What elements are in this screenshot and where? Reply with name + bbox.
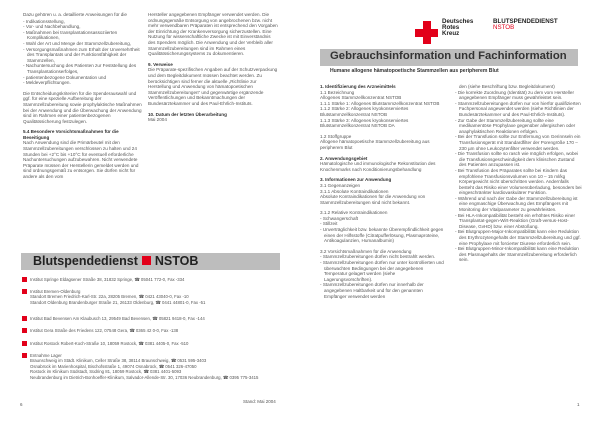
red-cross-icon — [415, 21, 438, 44]
list-item: - Bei der Transfusion sollte zur Entfernung von Gerinnseln ein Transfusionsgerät mit Standardfilter der Porengröße 170 – 230 µm ohne Leukozytenfilter verwendet werden. — [455, 134, 583, 151]
instruction-list — [23, 19, 143, 86]
footer-date: Stand: Mai 2004 — [243, 399, 276, 404]
list-item: - Unverträglichkeit bzw. bekannte Überempfindlichkeit gegen einen der Hilfsstoffe (Citratpufferlösung, Plasmaproteine, Antikoagulanzien, Humanalbumin) — [320, 227, 444, 244]
list-item: - Stammzellzubereitungen dürfen nur innerhalb der angegebenen Haltbarkeit und für den genannten Empfänger verwendet werden — [320, 282, 444, 299]
list-item: - Zur Gabe der Stammzellzubereitung sollte eine medikamentöse Prophylaxe gegenüber allergischen oder anaphylaktischen Reaktionen erfolgen. — [455, 118, 583, 135]
list-item: - Indikationsstellung, — [23, 19, 143, 25]
institute-address: Institut Gera Straße des Friedens 122, 07548 Gera, ☎ 0365 42 0-0, Fax -138 — [22, 328, 282, 333]
right-column-1: 1. Identifizierung des Arzneimittels 1.1 Bezeichnung Allogenes Stammzellkonzentrat NSTOB 1.1.1 Stärke 1: Allogenes Blutstammzellkonzentrat NSTOB 1.1.2 Stärke 2: Allogenes kryokonserviertes Blutstammzellkonzentrat NSTOB 1.1.3 Stärke 3: Allogenes kryokonserviertes Blutstammzellkonzentrat NSTOB DA 1.2 Stoffgruppe Allogene hämatopoetische Stammzellzubereitung aus peripherem Blut 2. Anwendungsgebiet Hämatologische und immunologische Rekonstitution des Knochenmarks nach Konditionierungsbehandlung 3. Informationen zur Anwendung 3.1 Gegenanzeigen 3.1.1 Absolute Kontraindikationen Absolute Kontraindikationen für die Anwendung von Stammzellzubereitungen sind nicht bekannt. 3.1.2 Relative Kontraindikationen - Schwangerschaft - Stillzeit - Unverträglichkeit bzw. bekannte Überempfindlichkeit gegen einen der Hilfsstoffe (Citratpufferlösung, Plasmaproteine, Antikoagulanzien, Humanalbumin) 3.2 Vorsichtsmaßnahmen für die Anwendung - Stammzellzubereitungen dürfen nicht bestrahlt werden. - Stammzellzubereitungen dürfen nur unter kontrollierten und überwachten Bedingungen bei der angegebenen Temperatur gelagert werden (siehe Lagerungsvorschriften). - Stammzellzubereitungen dürfen nur innerhalb der angegebenen Haltbarkeit und für den genannten Empfänger verwendet werden — [320, 84, 444, 299]
right-column-2: den (siehe Beschriftung bzw. Begleitdokument) - Die korrekte Zuordnung (Identität) zu dem vom Hersteller angegebenen Empfänger muss gewährleistet sein. - Stammzellzubereitungen dürfen nur von hierfür qualifizierten Fachpersonal angewendet werden (siehe Richtlinien der Bundesärztekammer und des Paul-Ehrlich-Instituts). - Zur Gabe der Stammzellzubereitung sollte eine medikamentöse Prophylaxe gegenüber allergischen oder anaphylaktischen Reaktionen erfolgen. - Bei der Transfusion sollte zur Entfernung von Gerinnseln ein Transfusionsgerät mit Standardfilter der Porengröße 170 – 230 µm ohne Leukozytenfilter verwendet werden. - Die Transfusion sollte so rasch wie möglich erfolgen, wobei die Transfusionsgeschwindigkeit dem klinischen Zustand des Patienten anzupassen ist. - Bei Transfusion des Präparates sollte bei Kindern das empfohlene Transfusionsvolumen von 10 – 15 ml/kg Körpergewicht nicht überschritten werden. Andernfalls besteht das Risiko einer Volumenüberladung, besonders bei eingeschränkter kardiovaskulärer Funktion. - Während und nach der Gabe der Stammzellzubereitung ist eine engmaschige Überwachung des Empfängers mit Monitoring der Vitalparameter zu gewährleisten. - Bei HLA-Inkompatibilität besteht ein erhöhtes Risiko einer Transplantat-gegen-Wirt-Reaktion (Graft-versus-Host-Disease, GvHD) bzw. einer Abstoßung. - Bei Blutgruppen-Major-Inkompatibilität kann eine Reduktion des Erythrozytengehalts der Stammzellzubereitung und ggf. eine Prophylaxe mit forcierter Diurese erforderlich sein. - Bei Blutgruppen-Minor-Inkompatibilität kann eine Reduktion des Plasmagehalts der Stammzellzubereitung erforderlich sein. — [455, 84, 583, 263]
page-number-left: 6 — [20, 402, 23, 407]
list-item: - Die korrekte Zuordnung (Identität) zu dem vom Hersteller angegebenen Empfänger muss gewährleistet sein. — [455, 90, 583, 101]
list-item: - Meldeverpflichtungen. — [23, 80, 143, 86]
paragraph: Die Entscheidungskriterien für die Spenderauswahl und ggf. für eine spezielle Aufbereitung der Stammzellzubereitung sowie prophylaktische Maßnahmen bei der Anwendung und die Überwachung der Anwendung sind im Rahmen einer patientenbezogenen Qualitätssicherung festzulegen. — [23, 90, 142, 124]
list-item: - Bei Blutgruppen-Major-Inkompatibilität kann eine Reduktion des Erythrozytengehalts der Stammzellzubereitung und ggf. eine Prophylaxe mit forcierter Diurese erforderlich sein. — [455, 229, 583, 246]
institute-address: Institut Rostock Robert-Koch-Straße 10, 18059 Rostock, ☎ 0381 4405-0, Fax -510 — [22, 341, 282, 346]
address-header-title: Blutspendedienst NSTOB — [33, 254, 199, 268]
red-bullet-icon — [22, 289, 27, 294]
list-item: - Die Transfusion sollte so rasch wie möglich erfolgen, wobei die Transfusionsgeschwindigkeit dem klinischen Zustand des Patienten anzupassen ist. — [455, 151, 583, 168]
left-column-1 — [23, 12, 143, 185]
section-heading: 5.4 Besondere Vorsichtsmaßnahmen für die Beseitigung — [23, 129, 119, 140]
revision-date: Mai 2004 — [148, 117, 167, 123]
list-item: - patientenbezogene Dokumentation und — [23, 75, 143, 81]
list-item: - Maßnahmen bei transplantationsassoziierten Komplikationen, — [23, 30, 143, 41]
list-item: - Während und nach der Gabe der Stammzellzubereitung ist eine engmaschige Überwachung des Empfängers mit Monitoring der Vitalparameter zu gewährleisten. — [455, 196, 583, 213]
paragraph: Die Präparate-spezifischen Angaben auf der Schutzverpackung und dem Begleitdokument müssen beachtet werden. Zu berücksichtigen sind ferner die aktuelle „Richtlinie zur Herstellung und Anwendung von hämatopoetischen Stammzellzubereitungen“ und gegenwärtige ergänzende Veröffentlichungen und Bekanntmachungen der Bundesärztekammer und des Paul-Ehrlich-Instituts. — [148, 67, 278, 106]
section-heading: 10. Datum der letzten Überarbeitung — [148, 111, 227, 117]
institute-address: Institut Springe Eldagsener Straße 38, 31832 Springe, ☎ 05041 772-0, Fax -334 — [22, 277, 282, 282]
address-header-band — [21, 253, 280, 270]
page-number-right: 1 — [577, 402, 580, 407]
institute-address: Institut Bremen-Oldenburg Standort Bremen Friedrich-Karl-Str. 22a, 28205 Bremen, ☎ 0421 43040-0, Fax -10 Standort Oldenburg Brandenburger Straße 21, 26133 Oldenburg, ☎ 0441 44801-0, Fax -51 — [22, 289, 282, 305]
title-band — [320, 49, 578, 66]
list-item: - Vor- und Nachbehandlung, — [23, 24, 143, 30]
precaution-list — [320, 254, 444, 299]
section-heading: 2. Anwendungsgebiet — [320, 155, 368, 161]
paragraph: Nach Anwendung sind die Primärbeutel mit den Stammzellzubereitungen verschlossen zu halten und 24 Stunden bei +2°C bis +10°C für eventuell erforderliche Nachuntersuchungen aufzubewahren. Nicht verwendete Präparate müssen der Herstellerin gemeldet werden und sind ordnungsgemäß zu entsorgen. Sie dürfen nicht für andere als den vom — [23, 140, 139, 180]
section-heading: 9. Verweise — [148, 61, 173, 67]
blood-service-wordmark: BLUTSPENDEDIENST NSTOB — [493, 18, 558, 31]
red-bullet-icon — [22, 341, 27, 346]
list-item: - Bei Blutgruppen-Minor-Inkompatibilität kann eine Reduktion des Plasmagehalts der Stammzellzubereitung erforderlich sein. — [455, 246, 583, 263]
list-item: - Stammzellzubereitungen dürfen nur von hierfür qualifizierten Fachpersonal angewendet werden (siehe Richtlinien der Bundesärztekammer und des Paul-Ehrlich-Instituts). — [455, 101, 583, 118]
right-page — [300, 0, 600, 424]
list-item: - Bei Transfusion des Präparates sollte bei Kindern das empfohlene Transfusionsvolumen von 10 – 15 ml/kg Körpergewicht nicht überschritten werden. Andernfalls besteht das Risiko einer Volumenüberladung, besonders bei eingeschränkter kardiovaskulärer Funktion. — [455, 168, 583, 196]
list-item: - Wahl der Art und Menge der Stammzellzubereitung, — [23, 41, 143, 47]
left-column-2 — [148, 12, 278, 128]
red-square-icon — [142, 256, 151, 265]
institute-address: Institut Bad Bevensen Am Klaubusch 13, 29549 Bad Bevensen, ☎ 05821 9418-0, Fax -144 — [22, 316, 282, 321]
drk-wordmark: Deutsches Rotes Kreuz — [442, 18, 474, 37]
list-item: - Stammzellzubereitungen dürfen nicht bestrahlt werden. — [320, 254, 444, 260]
list-item: - Versorgungsmaßnahmen zum Erhalt der Unversehrtheit des Transplantats und der Funktionsfähigkeit der Stammzellen, — [23, 47, 143, 64]
list-item: - Nachuntersuchung des Patienten zur Feststellung des Transplantationserfolges, — [23, 63, 143, 74]
storage-locations: Entnahme Lager Braunschweig im Städt. Klinikum, Celler Straße 38, 38114 Braunschweig, ☎ 0531 595-3403 Osnabrück im Marienhospital, Bischofsstraße 1, 49074 Osnabrück, ☎ 0541 326-47050 Rostock im Klinikum Südstadt, Südring 81, 18059 Rostock, ☎ 0381 4401-5093 Neubrandenburg im Dietrich-Bonhoeffer-Klinikum, Salvador-Allende-Str. 30, 17036 Neubrandenburg, ☎ 0395 775-3415 — [22, 353, 282, 380]
red-bullet-icon — [22, 277, 27, 282]
section-heading: 1. Identifizierung des Arzneimittels — [320, 84, 396, 89]
page-subtitle: Humane allogene hämatopoetische Stammzellen aus peripherem Blut — [330, 68, 499, 74]
list-item: - Bei HLA-Inkompatibilität besteht ein erhöhtes Risiko einer Transplantat-gegen-Wirt-Reaktion (Graft-versus-Host-Disease, GvHD) bzw. einer Abstoßung. — [455, 213, 583, 230]
list-item: - Stillzeit — [320, 221, 444, 227]
list-item: - Stammzellzubereitungen dürfen nur unter kontrollierten und überwachten Bedingungen bei der angegebenen Temperatur gelagert werden (siehe Lagerungsvorschriften). — [320, 260, 444, 282]
paragraph: Hersteller angegebenen Empfänger verwendet werden. Die ordnungsgemäße Entsorgung von angebrochenen bzw. nicht mehr verwendbaren Präparaten ist entsprechend den Vorgaben der Einrichtung der Krankenversorgung sicherzustellen. Eine Nutzung für wissenschaftliche Zwecke ist mit Einverständnis des Spenders möglich. Die Anwendung und der Verbleib aller Stammzellzubereitungen sind im Rahmen eines Qualitätssicherungssystems zu dokumentieren. — [148, 12, 278, 57]
intro-text: Dazu gehören u. a. detaillierte Anweisungen für die — [23, 12, 127, 17]
contraindication-list — [320, 216, 444, 244]
red-bullet-icon — [22, 353, 27, 358]
list-item: - Schwangerschaft — [320, 216, 444, 222]
red-bullet-icon — [22, 316, 27, 321]
precaution-list-continued — [455, 90, 583, 263]
red-bullet-icon — [22, 328, 27, 333]
section-heading: 3. Informationen zur Anwendung — [320, 177, 392, 183]
page-title: Gebrauchsinformation und Fachinformation — [330, 50, 567, 62]
